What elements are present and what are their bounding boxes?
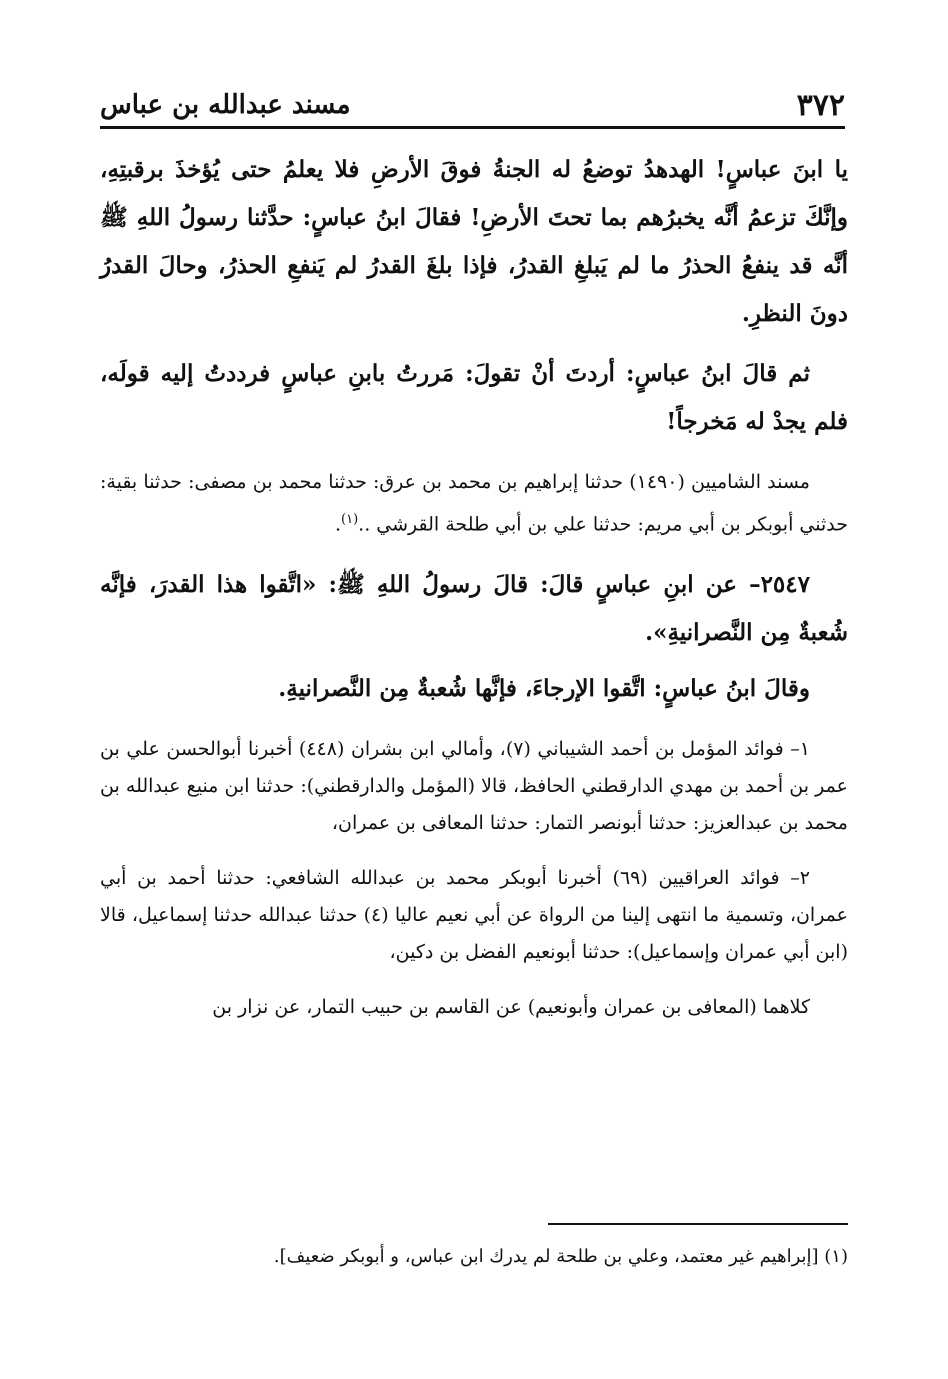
paragraph-irja-statement: وقالَ ابنُ عباسٍ: اتَّقوا الإرجاءَ، فإنَّها شُعبةٌ مِن النَّصرانيةِ.	[278, 675, 810, 703]
paragraph-source-chain: مسند الشاميين (١٤٩٠) حدثنا إبراهيم بن محمد بن عرق: حدثنا محمد بن مصفى: حدثنا بقية: حدثني أبوبكر بن أبي مريم: حدثنا علي بن أبي طلحة القرشي ..$^{(١)}$.	[100, 471, 848, 536]
paragraph-source-1: ١– فوائد المؤمل بن أحمد الشيباني (٧)، وأمالي ابن بشران (٤٤٨) أخبرنا أبوالحسن علي بن عمر بن أحمد بن مهدي الدارقطني الحافظ، قالا (المؤمل والدارقطني): حدثنا ابن منيع عبدالله بن محمد بن عبدالعزيز: حدثنا أبونصر التمار: حدثنا المعافى بن عمران،	[100, 738, 848, 835]
page-header	[100, 88, 845, 124]
footnote-rule	[548, 1223, 848, 1225]
paragraph-ibn-abbas-reply: ثم قالَ ابنُ عباسٍ: أردتَ أنْ تقولَ: مَررتُ بابنِ عباسٍ فرددتُ إليه قولَه، فلم يجدْ له مَخرجاً!	[100, 360, 848, 435]
paragraph-hadith-continuation: يا ابنَ عباسٍ! الهدهدُ توضعُ له الجنةُ فوقَ الأرضِ فلا يعلمُ حتى يُؤخذَ برقبتِهِ، وإنَّكَ تزعمُ أنَّه يخبرُهم بما تحتَ الأرضِ! فقالَ ابنُ عباسٍ: حدَّثنا رسولُ اللهِ ﷺ أنَّه قد ينفعُ الحذرُ ما لم يَبلغِ القدرُ، فإذا بلغَ القدرُ لم يَنفعِ الحذرُ، وحالَ القدرُ دونَ النظرِ.	[100, 156, 848, 327]
page-number: ٣٧٢	[796, 88, 845, 123]
source-chain-text: مسند الشاميين (١٤٩٠) حدثنا إبراهيم بن محمد بن عرق: حدثنا محمد بن مصفى: حدثنا بقية: حدثني أبوبكر بن أبي مريم: حدثنا علي بن أبي طلحة القرشي ..	[100, 471, 848, 536]
paragraph-source-combined: كلاهما (المعافى بن عمران وأبونعيم) عن القاسم بن حبيب التمار، عن نزار بن	[212, 996, 810, 1019]
footnote-reference: (١)	[341, 512, 359, 527]
paragraph-source-2: ٢– فوائد العراقيين (٦٩) أخبرنا أبوبكر محمد بن عبدالله الشافعي: حدثنا أحمد بن أبي عمران، وتسمية ما انتهى إلينا من الرواة عن أبي نعيم عاليا (٤) حدثنا عبدالله حدثنا إسماعيل، قالا (ابن أبي عمران وإسماعيل): حدثنا أبونعيم الفضل بن دكين،	[100, 867, 848, 964]
header-rule	[100, 126, 845, 129]
paragraph-hadith-2547: ٢٥٤٧– عن ابنِ عباسٍ قالَ: قالَ رسولُ اللهِ ﷺ: «اتَّقوا هذا القدرَ، فإنَّه شُعبةٌ مِن النَّصرانيةِ».	[100, 571, 848, 647]
running-title: مسند عبدالله بن عباس	[100, 90, 351, 120]
footnote: (١) [إبراهيم غير معتمد، وعلي بن طلحة لم يدرك ابن عباس، و أبوبكر ضعيف].	[273, 1246, 848, 1267]
main-text	[100, 146, 848, 1026]
